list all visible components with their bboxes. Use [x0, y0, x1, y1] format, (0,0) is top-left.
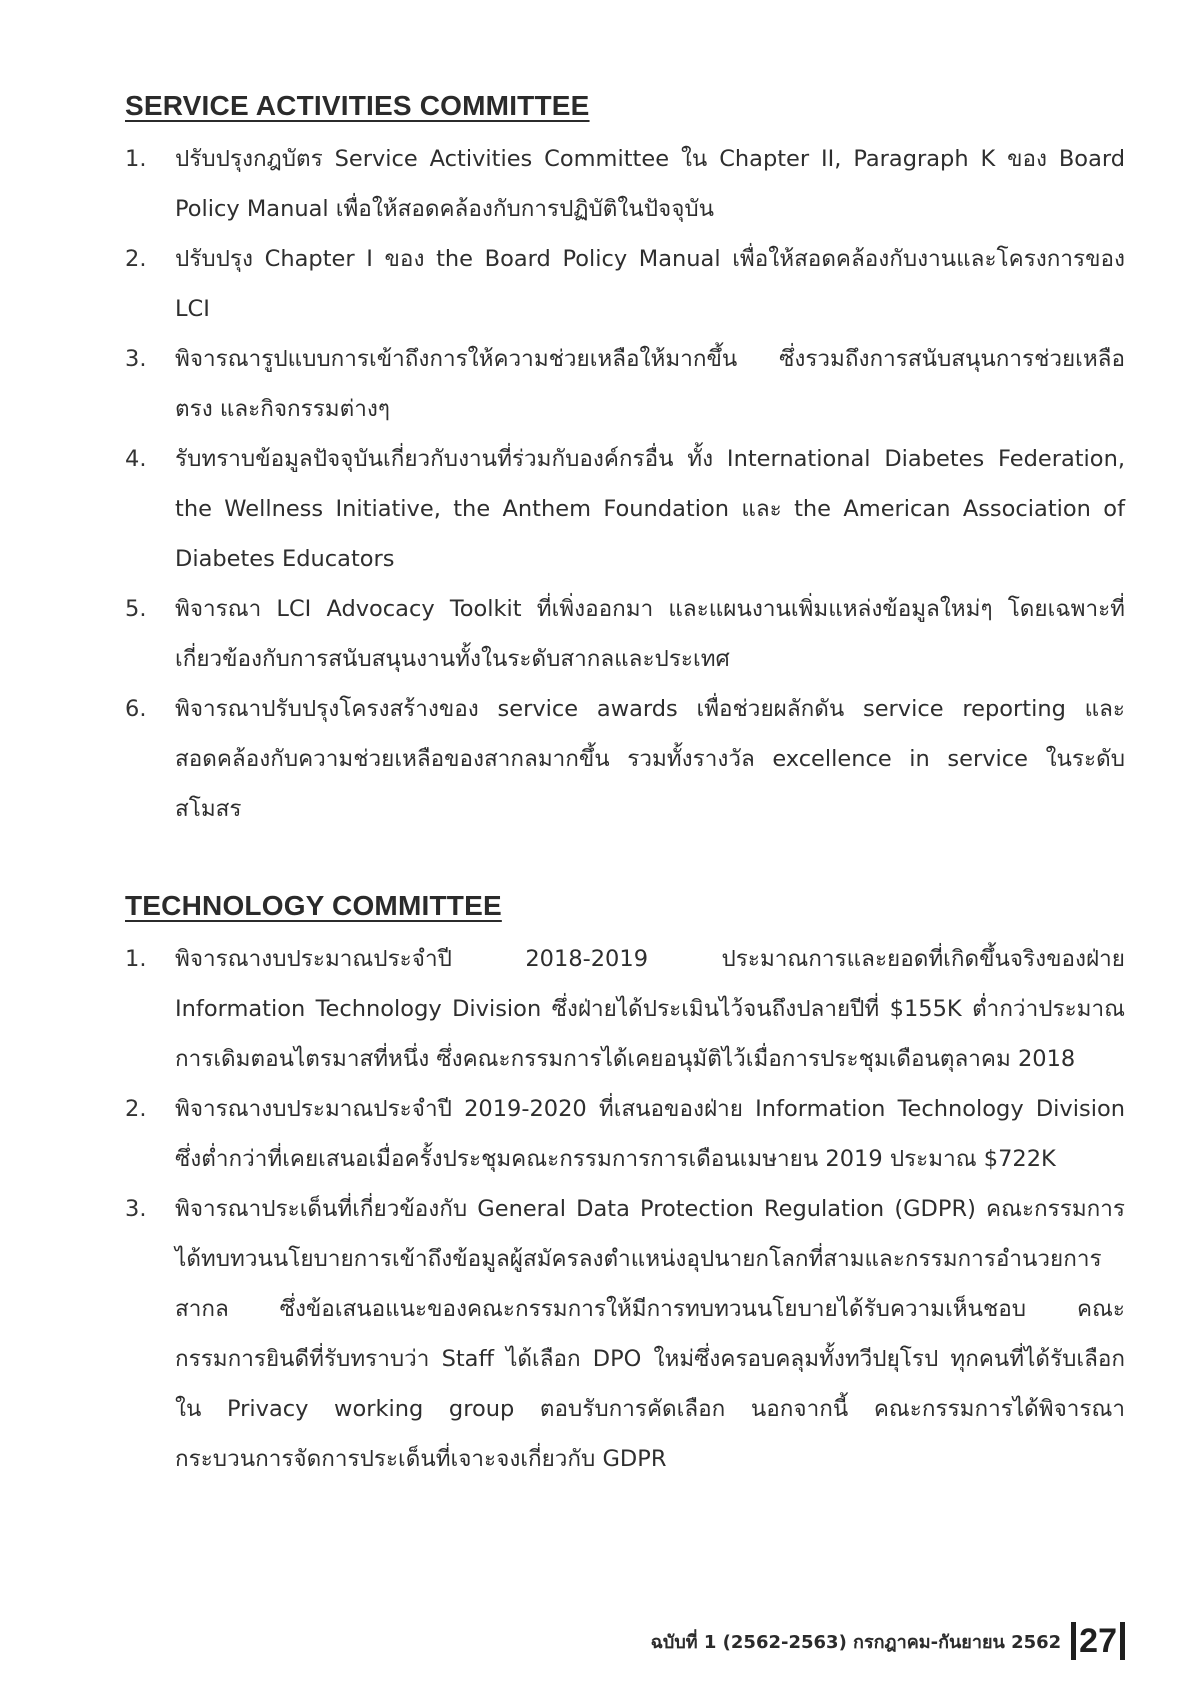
section-heading: TECHNOLOGY COMMITTEE [125, 890, 502, 921]
list-item [125, 434, 1125, 584]
item-number: 2. [125, 246, 147, 272]
list-item [125, 1184, 1125, 1484]
item-text: พิจารณาประเด็นที่เกี่ยวข้องกับ General Data Protection Regulation (GDPR) คณะกรรมการได้ทบทวนนโยบายการเข้าถึงข้อมูลผู้สมัครลงตำแหน่งอุปนายกโลกที่สามและกรรมการอำนวยการสากล ซึ่งข้อเสนอแนะของคณะกรรมการให้มีการทบทวนนโยบายได้รับความเห็นชอบ คณะกรรมการยินดีที่รับทราบว่า Staff ได้เลือก DPO ใหม่ซึ่งครอบคลุมทั้งทวีปยุโรป ทุกคนที่ได้รับเลือกใน Privacy working group ตอบรับการคัดเลือก นอกจากนี้ คณะกรรมการได้พิจารณากระบวนการจัดการประเด็นที่เจาะจงเกี่ยวกับ GDPR [175, 1196, 1125, 1472]
item-number: 3. [125, 1196, 147, 1222]
item-number: 1. [125, 946, 147, 972]
footer-issue-text: ฉบับที่ 1 (2562-2563) กรกฎาคม-กันยายน 2562 [650, 1631, 1062, 1653]
item-list [125, 134, 1125, 834]
item-text: พิจารณารูปแบบการเข้าถึงการให้ความช่วยเหลือให้มากขึ้น ซึ่งรวมถึงการสนับสนุนการช่วยเหลือตรง และกิจกรรมต่างๆ [175, 346, 1125, 422]
item-number: 5. [125, 596, 147, 622]
list-item [125, 584, 1125, 684]
page-footer [651, 1617, 1125, 1665]
section-heading: SERVICE ACTIVITIES COMMITTEE [125, 90, 590, 121]
item-text: พิจารณางบประมาณประจำปี 2019-2020 ที่เสนอของฝ่าย Information Technology Division ซึ่งต่ำกว่าที่เคยเสนอเมื่อครั้งประชุมคณะกรรมการการเดือนเมษายน 2019 ประมาณ $722K [175, 1096, 1125, 1172]
list-item [125, 334, 1125, 434]
list-item [125, 134, 1125, 234]
item-text: รับทราบข้อมูลปัจจุบันเกี่ยวกับงานที่ร่วมกับองค์กรอื่น ทั้ง International Diabetes Federation, the Wellness Initiative, the Anthem Foundation และ the American Association of Diabetes Educators [175, 446, 1125, 572]
item-number: 4. [125, 446, 147, 472]
item-text: พิจารณา LCI Advocacy Toolkit ที่เพิ่งออกมา และแผนงานเพิ่มแหล่งข้อมูลใหม่ๆ โดยเฉพาะที่เกี่ยวข้องกับการสนับสนุนงานทั้งในระดับสากลและประเทศ [175, 596, 1125, 672]
section-technology [125, 884, 1125, 1484]
list-item [125, 234, 1125, 334]
list-item [125, 684, 1125, 834]
item-text: พิจารณางบประมาณประจำปี 2018-2019 ประมาณการและยอดที่เกิดขึ้นจริงของฝ่าย Information Technology Division ซึ่งฝ่ายได้ประเมินไว้จนถึงปลายปีที่ $155K ต่ำกว่าประมาณการเดิมตอนไตรมาสที่หนึ่ง ซึ่งคณะกรรมการได้เคยอนุมัติไว้เมื่อการประชุมเดือนตุลาคม 2018 [175, 946, 1125, 1072]
item-number: 6. [125, 696, 147, 722]
item-text: ปรับปรุงกฎบัตร Service Activities Committee ใน Chapter II, Paragraph K ของ Board Policy Manual เพื่อให้สอดคล้องกับการปฏิบัติในปัจจุบัน [175, 146, 1125, 222]
list-item [125, 1084, 1125, 1184]
list-item [125, 934, 1125, 1084]
item-text: พิจารณาปรับปรุงโครงสร้างของ service awards เพื่อช่วยผลักดัน service reporting และสอดคล้องกับความช่วยเหลือของสากลมากขึ้น รวมทั้งรางวัล excellence in service ในระดับสโมสร [175, 696, 1125, 822]
page-number: 27 [1071, 1622, 1125, 1660]
item-list [125, 934, 1125, 1484]
section-service-activities [125, 84, 1125, 834]
item-text: ปรับปรุง Chapter I ของ the Board Policy Manual เพื่อให้สอดคล้องกับงานและโครงการของ LCI [175, 246, 1125, 322]
item-number: 1. [125, 146, 147, 172]
item-number: 2. [125, 1096, 147, 1122]
item-number: 3. [125, 346, 147, 372]
